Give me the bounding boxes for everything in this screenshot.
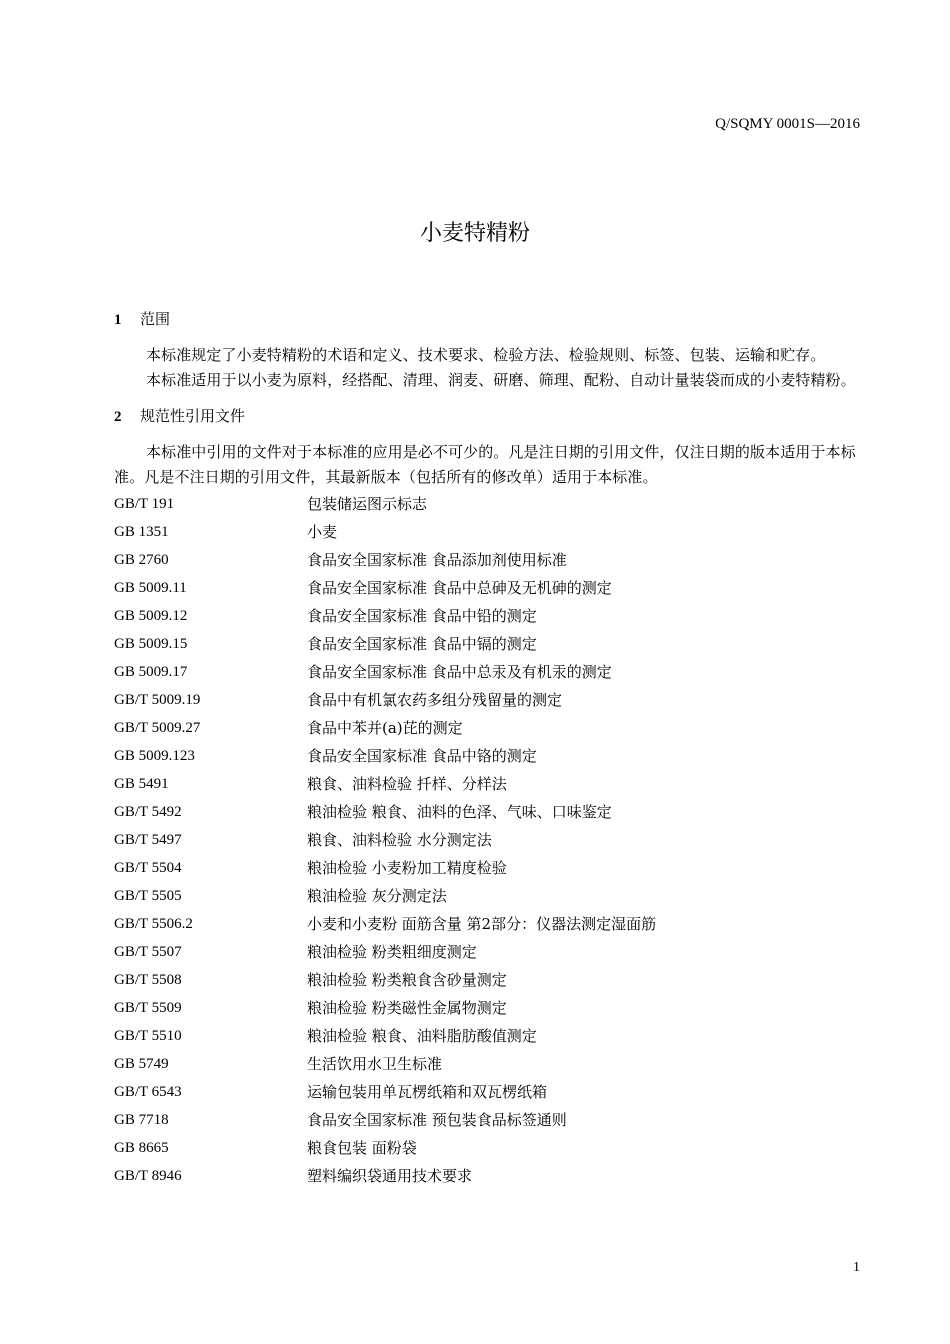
reference-row [114, 967, 860, 995]
reference-code: GB 5009.12 [114, 608, 188, 624]
reference-title: 生活饮用水卫生标准 [307, 1055, 443, 1073]
reference-code: GB/T 6543 [114, 1084, 182, 1100]
reference-row [114, 491, 860, 519]
reference-title: 粮食、油料检验 扦样、分样法 [307, 775, 507, 793]
reference-code: GB 8665 [114, 1140, 169, 1156]
reference-row [114, 687, 860, 715]
section-number: 2 [114, 409, 122, 425]
reference-title: 小麦 [307, 523, 338, 541]
reference-code: GB/T 5504 [114, 860, 182, 876]
reference-code: GB/T 8946 [114, 1168, 182, 1184]
reference-title: 粮食、油料检验 水分测定法 [307, 831, 492, 849]
reference-title: 塑料编织袋通用技术要求 [307, 1167, 473, 1185]
reference-code: GB 5749 [114, 1056, 169, 1072]
reference-code: GB/T 5506.2 [114, 916, 193, 932]
reference-code: GB/T 5497 [114, 832, 182, 848]
section-heading-text: 规范性引用文件 [140, 407, 246, 425]
reference-title: 粮油检验 灰分测定法 [307, 887, 447, 905]
reference-code: GB/T 191 [114, 496, 175, 512]
reference-code: GB/T 5009.19 [114, 692, 201, 708]
reference-row [114, 659, 860, 687]
section-scope [114, 308, 860, 393]
reference-code: GB/T 5510 [114, 1028, 182, 1044]
reference-code: GB 5009.15 [114, 636, 188, 652]
reference-code: GB/T 5492 [114, 804, 182, 820]
reference-title: 食品安全国家标准 食品添加剂使用标准 [307, 551, 567, 569]
section-heading [114, 308, 860, 330]
reference-title: 食品安全国家标准 食品中铅的测定 [307, 607, 537, 625]
reference-title: 食品中苯并(a)芘的测定 [307, 719, 463, 737]
reference-code: GB/T 5009.27 [114, 720, 201, 736]
reference-code: GB/T 5509 [114, 1000, 182, 1016]
reference-row [114, 995, 860, 1023]
reference-row [114, 715, 860, 743]
reference-row [114, 1135, 860, 1163]
reference-row [114, 855, 860, 883]
document-body [114, 308, 860, 1191]
reference-row [114, 1079, 860, 1107]
reference-title: 粮油检验 粮食、油料脂肪酸值测定 [307, 1027, 537, 1045]
reference-title: 食品安全国家标准 食品中总汞及有机汞的测定 [307, 663, 612, 681]
reference-code: GB 2760 [114, 552, 169, 568]
reference-row [114, 743, 860, 771]
reference-code: GB/T 5508 [114, 972, 182, 988]
reference-row [114, 603, 860, 631]
reference-row [114, 631, 860, 659]
reference-title: 粮食包装 面粉袋 [307, 1139, 417, 1157]
reference-row [114, 575, 860, 603]
reference-code: GB 5009.123 [114, 748, 195, 764]
section-heading [114, 405, 860, 427]
reference-row [114, 883, 860, 911]
reference-title: 食品安全国家标准 食品中铬的测定 [307, 747, 537, 765]
reference-title: 运输包装用单瓦楞纸箱和双瓦楞纸箱 [307, 1083, 548, 1101]
reference-title: 食品安全国家标准 食品中总砷及无机砷的测定 [307, 579, 612, 597]
reference-row [114, 1107, 860, 1135]
paragraph: 本标准规定了小麦特精粉的术语和定义、技术要求、检验方法、检验规则、标签、包装、运输和贮存。 [146, 346, 826, 364]
reference-row [114, 827, 860, 855]
reference-list [114, 491, 860, 1191]
reference-title: 粮油检验 粉类磁性金属物测定 [307, 999, 507, 1017]
paragraph: 本标准适用于以小麦为原料，经搭配、清理、润麦、研磨、筛理、配粉、自动计量装袋而成的小麦特精粉。 [146, 371, 856, 389]
reference-row [114, 547, 860, 575]
reference-row [114, 771, 860, 799]
section-normative-references [114, 405, 860, 490]
reference-code: GB 7718 [114, 1112, 169, 1128]
reference-title: 粮油检验 小麦粉加工精度检验 [307, 859, 507, 877]
reference-title: 粮油检验 粮食、油料的色泽、气味、口味鉴定 [307, 803, 612, 821]
reference-row [114, 1163, 860, 1191]
reference-title: 食品安全国家标准 预包装食品标签通则 [307, 1111, 567, 1129]
document-code: Q/SQMY 0001S—2016 [715, 116, 860, 132]
reference-title: 粮油检验 粉类粮食含砂量测定 [307, 971, 507, 989]
section-heading-text: 范围 [140, 310, 171, 328]
reference-row [114, 1051, 860, 1079]
reference-title: 食品安全国家标准 食品中镉的测定 [307, 635, 537, 653]
reference-title: 粮油检验 粉类粗细度测定 [307, 943, 477, 961]
reference-code: GB/T 5507 [114, 944, 182, 960]
reference-row [114, 911, 860, 939]
reference-title: 小麦和小麦粉 面筋含量 第2部分：仪器法测定湿面筋 [307, 915, 657, 933]
reference-code: GB 1351 [114, 524, 169, 540]
document-title: 小麦特精粉 [419, 221, 530, 246]
reference-code: GB 5009.11 [114, 580, 187, 596]
reference-code: GB/T 5505 [114, 888, 182, 904]
reference-code: GB 5009.17 [114, 664, 188, 680]
reference-title: 包装储运图示标志 [307, 495, 428, 513]
reference-title: 食品中有机氯农药多组分残留量的测定 [307, 691, 563, 709]
reference-row [114, 799, 860, 827]
reference-code: GB 5491 [114, 776, 169, 792]
reference-row [114, 519, 860, 547]
reference-row [114, 939, 860, 967]
section-number: 1 [114, 312, 122, 328]
page-number: 1 [853, 1260, 860, 1275]
paragraph: 本标准中引用的文件对于本标准的应用是必不可少的。凡是注日期的引用文件，仅注日期的版本适用于本标准。凡是不注日期的引用文件，其最新版本（包括所有的修改单）适用于本标准。 [114, 443, 856, 486]
reference-row [114, 1023, 860, 1051]
